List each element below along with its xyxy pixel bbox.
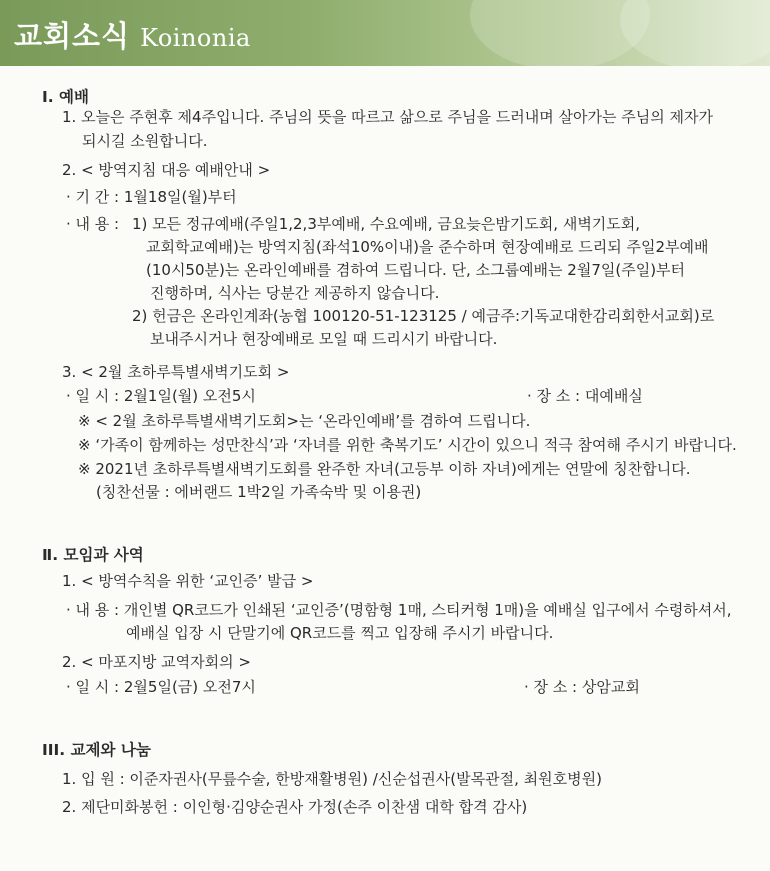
- worship-item3-note3-line2: (칭찬선물 : 에버랜드 1박2일 가족숙박 및 이용권): [96, 483, 422, 501]
- worship-item2-content-label: · 내 용 :: [66, 215, 120, 233]
- section-heading-fellowship: III. 교제와 나눔: [42, 741, 151, 759]
- ministry-item1-line2: 예배실 입장 시 단말기에 QR코드를 찍고 입장해 주시기 바랍니다.: [126, 624, 554, 642]
- worship-item2-c2-line1: 2) 헌금은 온라인계좌(농협 100120-51-123125 / 예금주:기독교대한감리회한서교회)로: [132, 307, 715, 325]
- ministry-item1-line1: · 내 용 : 개인별 QR코드가 인쇄된 ‘교인증’(명함형 1매, 스티커형 1매)을 예배실 입구에서 수령하셔서,: [66, 601, 732, 619]
- worship-item1-line1: 1. 오늘은 주현후 제4주입니다. 주님의 뜻을 따르고 삶으로 주님을 드러내며 살아가는 주님의 제자가: [62, 108, 713, 126]
- page-header: [0, 0, 770, 66]
- worship-item2-c1-line2: 교회학교예배)는 방역지침(좌석10%이내)을 준수하며 현장예배로 드리되 주일2부예배: [146, 238, 709, 256]
- worship-item2-heading: 2. < 방역지침 대응 예배안내 >: [62, 161, 271, 179]
- fellowship-item1: 1. 입 원 : 이준자권사(무릎수술, 한방재활병원) /신순섭권사(발목관절, 최원호병원): [62, 770, 602, 788]
- worship-item3-note1: ※ < 2월 초하루특별새벽기도회>는 ‘온라인예배’를 겸하여 드립니다.: [78, 412, 531, 430]
- worship-item2-period: · 기 간 : 1월18일(월)부터: [66, 188, 237, 206]
- section-heading-worship: Ⅰ. 예배: [42, 88, 89, 106]
- section-heading-ministry: Ⅱ. 모임과 사역: [42, 546, 144, 564]
- ministry-item2-place: · 장 소 : 상암교회: [524, 678, 640, 696]
- worship-item3-note2: ※ ‘가족이 함께하는 성만찬식’과 ‘자녀를 위한 축복기도’ 시간이 있으니 적극 참여해 주시기 바랍니다.: [78, 436, 737, 454]
- ministry-item2-heading: 2. < 마포지방 교역자회의 >: [62, 653, 251, 671]
- ministry-item1-heading: 1. < 방역수칙을 위한 ‘교인증’ 발급 >: [62, 572, 314, 590]
- page-title: [14, 14, 251, 55]
- page-title-korean: 교회소식: [14, 19, 131, 53]
- worship-item3-datetime: · 일 시 : 2월1일(월) 오전5시: [66, 387, 256, 405]
- worship-item2-c1-line1: 1) 모든 정규예배(주일1,2,3부예배, 수요예배, 금요늦은밤기도회, 새벽기도회,: [132, 215, 641, 233]
- header-decoration: [620, 0, 770, 66]
- worship-item3-heading: 3. < 2월 초하루특별새벽기도회 >: [62, 363, 290, 381]
- worship-item3-place: · 장 소 : 대예배실: [527, 387, 643, 405]
- worship-item2-c1-line3: (10시50분)는 온라인예배를 겸하여 드립니다. 단, 소그룹예배는 2월7일(주일)부터: [146, 261, 686, 279]
- worship-item3-note3: ※ 2021년 초하루특별새벽기도회를 완주한 자녀(고등부 이하 자녀)에게는 연말에 칭찬합니다.: [78, 460, 691, 478]
- ministry-item2-datetime: · 일 시 : 2월5일(금) 오전7시: [66, 678, 256, 696]
- worship-item1-line2: 되시길 소원합니다.: [82, 132, 208, 150]
- worship-item2-c2-line2: 보내주시거나 현장예배로 모일 때 드리시기 바랍니다.: [150, 330, 498, 348]
- page-title-english: Koinonia: [140, 24, 251, 52]
- worship-item2-c1-line4: 진행하며, 식사는 당분간 제공하지 않습니다.: [150, 284, 440, 302]
- fellowship-item2: 2. 제단미화봉헌 : 이인형·김양순권사 가정(손주 이찬샘 대학 합격 감사): [62, 798, 528, 816]
